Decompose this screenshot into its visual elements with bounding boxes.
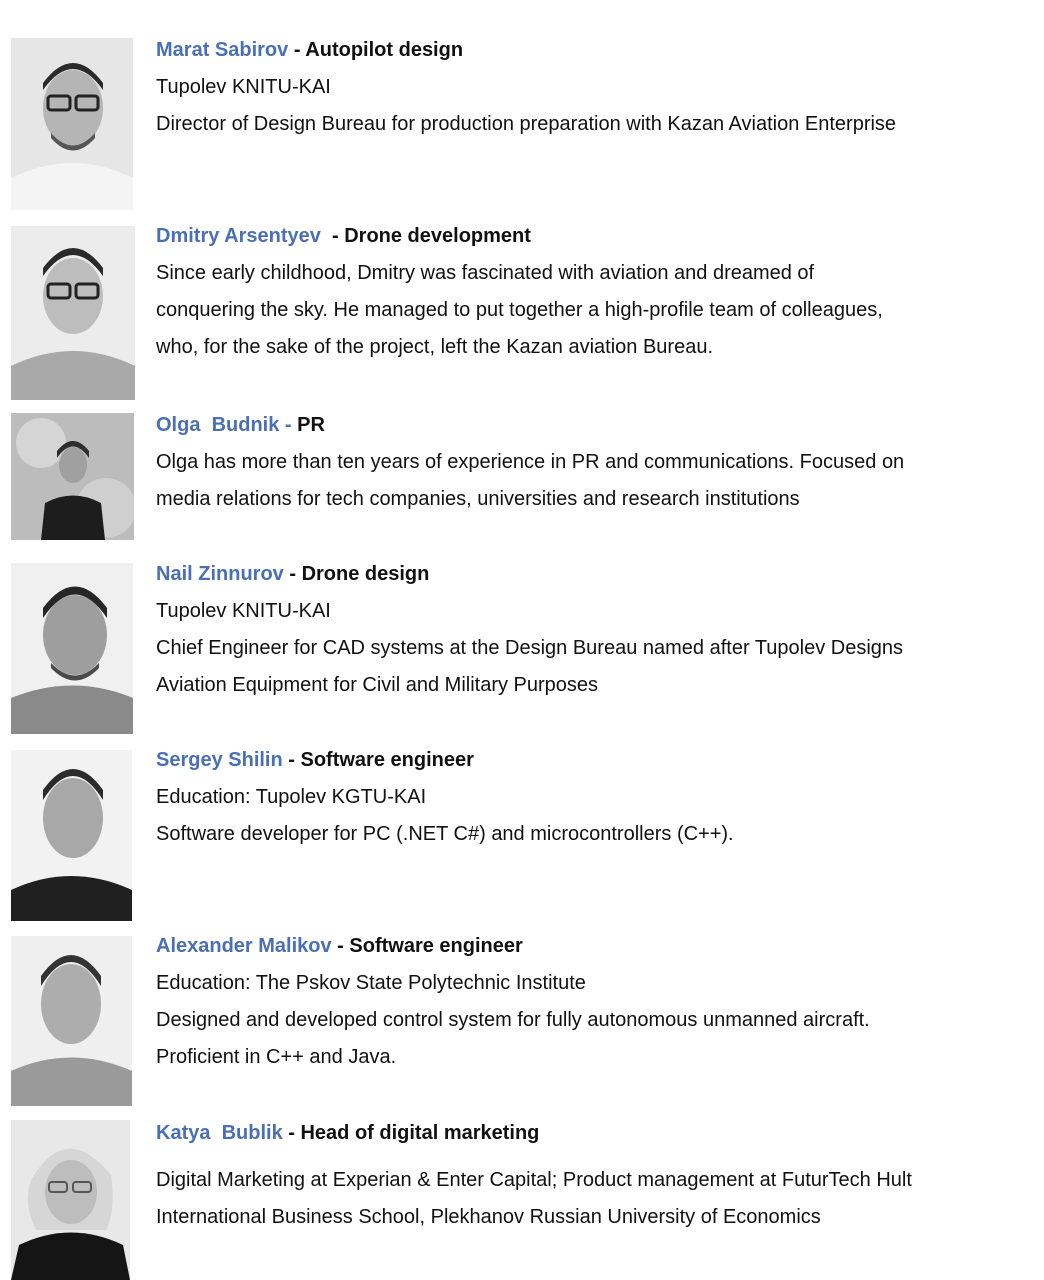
- member-name: Sergey Shilin: [156, 749, 283, 771]
- member-role: - Software engineer: [331, 935, 523, 957]
- member-portrait: [11, 750, 132, 921]
- member-role: - Autopilot design: [288, 39, 464, 61]
- member-detail-line: Chief Engineer for CAD systems at the Design Bureau named after Tupolev Designs: [156, 637, 904, 659]
- member-role: PR: [291, 414, 325, 436]
- member-portrait: [11, 226, 135, 400]
- member-role: - Drone design: [283, 563, 430, 585]
- member-role: - Software engineer: [282, 749, 474, 771]
- member-detail-line: media relations for tech companies, universities and research institutions: [156, 488, 800, 510]
- member-name: Olga Budnik -: [156, 414, 292, 436]
- member-detail-line: Digital Marketing at Experian & Enter Capital; Product management at FuturTech Hult: [156, 1169, 912, 1191]
- member-detail-line: Education: Tupolev KGTU-KAI: [156, 786, 427, 808]
- member-role: - Drone development: [320, 225, 531, 247]
- member-portrait: [11, 1120, 130, 1280]
- member-role: - Head of digital marketing: [282, 1122, 540, 1144]
- member-portrait: [11, 563, 133, 734]
- member-detail-line: Tupolev KNITU-KAI: [156, 600, 331, 622]
- member-detail-line: Olga has more than ten years of experience in PR and communications. Focused on: [156, 451, 905, 473]
- member-name: Dmitry Arsentyev: [156, 225, 321, 247]
- member-detail-line: Aviation Equipment for Civil and Military Purposes: [156, 674, 599, 696]
- member-portrait: [11, 38, 133, 210]
- member-name: Katya Bublik: [156, 1122, 283, 1144]
- member-name: Nail Zinnurov: [156, 563, 284, 585]
- member-name: Marat Sabirov: [156, 39, 289, 61]
- member-portrait: [11, 413, 134, 540]
- member-detail-line: Proficient in C++ and Java.: [156, 1046, 397, 1068]
- member-detail-line: Since early childhood, Dmitry was fascinated with aviation and dreamed of: [156, 262, 815, 284]
- member-detail-line: Director of Design Bureau for production preparation with Kazan Aviation Enterprise: [156, 113, 897, 135]
- member-name: Alexander Malikov: [156, 935, 332, 957]
- member-detail-line: Education: The Pskov State Polytechnic Institute: [156, 972, 586, 994]
- member-detail-line: Designed and developed control system for fully autonomous unmanned aircraft.: [156, 1009, 870, 1031]
- member-detail-line: conquering the sky. He managed to put together a high-profile team of colleagues,: [156, 299, 883, 321]
- member-portrait: [11, 936, 132, 1106]
- member-detail-line: Software developer for PC (.NET C#) and microcontrollers (C++).: [156, 823, 734, 845]
- member-detail-line: International Business School, Plekhanov Russian University of Economics: [156, 1206, 821, 1228]
- member-detail-line: who, for the sake of the project, left the Kazan aviation Bureau.: [156, 336, 714, 358]
- member-detail-line: Tupolev KNITU-KAI: [156, 76, 331, 98]
